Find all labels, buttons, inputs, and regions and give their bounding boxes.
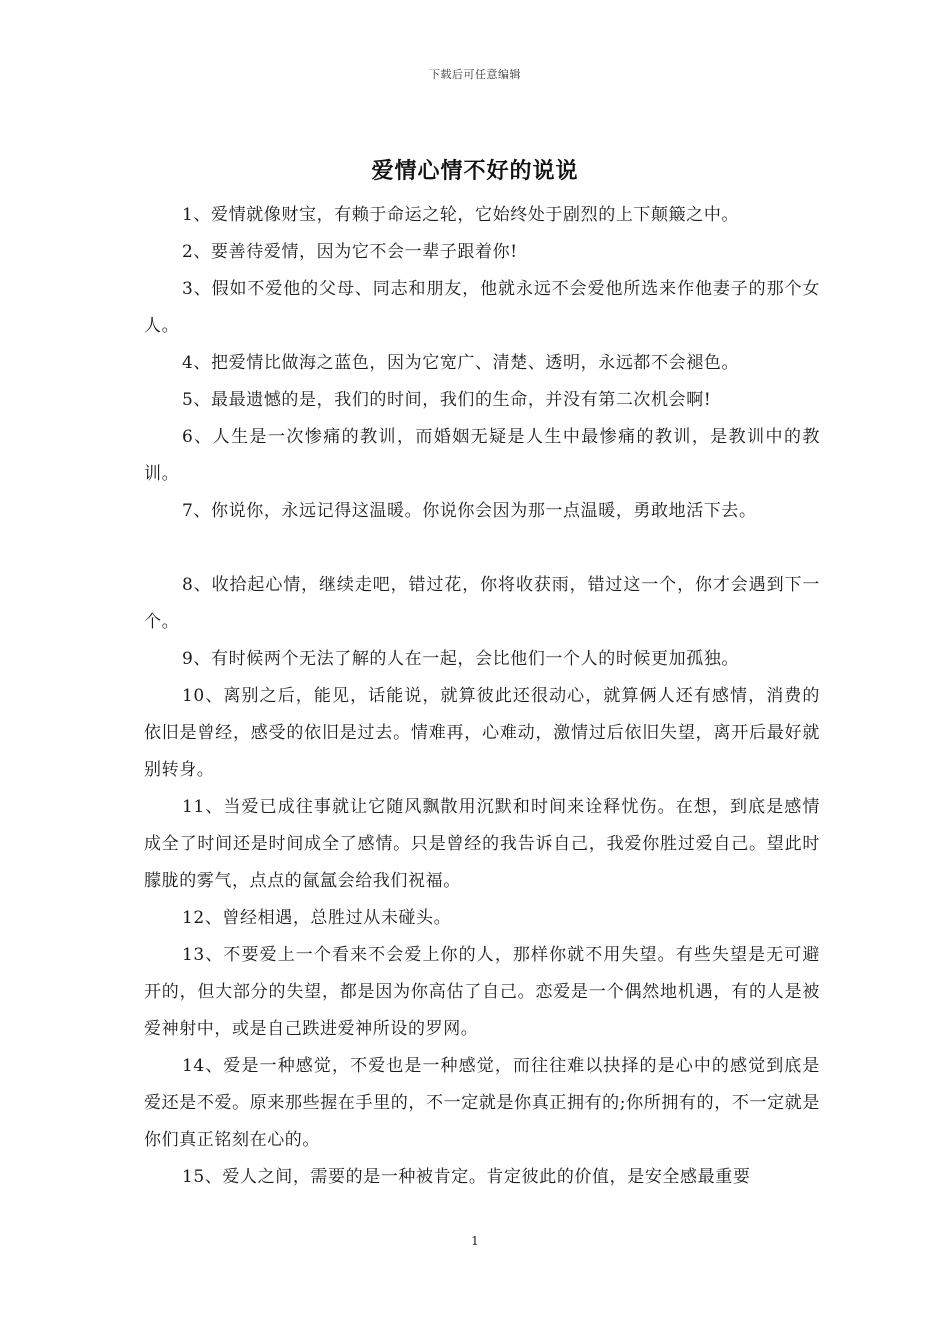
paragraph-13: 13、不要爱上一个看来不会爱上你的人，那样你就不用失望。有些失望是无可避开的，但大部分的失望，都是因为你高估了自己。恋爱是一个偶然地机遇，有的人是被爱神射中，或是自己跌进爱神所设的罗网。 [144,945,820,1039]
blank-line [144,530,820,567]
paragraph-12: 12、曾经相遇，总胜过从未碰头。 [182,908,452,928]
paragraph-10: 10、离别之后，能见，话能说，就算彼此还很动心，就算俩人还有感情，消费的依旧是曾经，感受的依旧是过去。情难再，心难动，激情过后依旧失望，离开后最好就别转身。 [144,686,820,780]
paragraph-1: 1、爱情就像财宝，有赖于命运之轮，它始终处于剧烈的上下颠簸之中。 [182,205,740,225]
paragraph-14: 14、爱是一种感觉，不爱也是一种感觉，而往往难以抉择的是心中的感觉到底是爱还是不爱。原来那些握在手里的，不一定就是你真正拥有的;你所拥有的，不一定就是你们真正铭刻在心的。 [144,1056,820,1150]
paragraph-11: 11、当爱已成往事就让它随风飘散用沉默和时间来诠释忧伤。在想，到底是感情成全了时间还是时间成全了感情。只是曾经的我告诉自己，我爱你胜过爱自己。望此时朦胧的雾气，点点的氤氲会给我们祝福。 [144,797,820,891]
paragraph-4: 4、把爱情比做海之蓝色，因为它宽广、清楚、透明，永远都不会褪色。 [182,353,740,373]
document-body [144,197,820,1196]
paragraph-7: 7、你说你，永远记得这温暖。你说你会因为那一点温暖，勇敢地活下去。 [182,501,757,521]
paragraph-5: 5、最最遗憾的是，我们的时间，我们的生命，并没有第二次机会啊! [182,390,712,410]
paragraph-3: 3、假如不爱他的父母、同志和朋友，他就永远不会爱他所选来作他妻子的那个女人。 [144,279,820,336]
document-title: 爱情心情不好的说说 [371,159,579,184]
paragraph-15: 15、爱人之间，需要的是一种被肯定。肯定彼此的价值，是安全感最重要 [182,1167,751,1187]
header-note: 下载后可任意编辑 [429,68,521,81]
paragraph-9: 9、有时候两个无法了解的人在一起，会比他们一个人的时候更加孤独。 [182,649,740,669]
paragraph-2: 2、要善待爱情，因为它不会一辈子跟着你! [182,242,518,262]
page-number: 1 [471,1234,479,1248]
paragraph-8: 8、收拾起心情，继续走吧，错过花，你将收获雨，错过这一个，你才会遇到下一个。 [144,575,820,632]
paragraph-6: 6、人生是一次惨痛的教训，而婚姻无疑是人生中最惨痛的教训，是教训中的教训。 [144,427,820,484]
